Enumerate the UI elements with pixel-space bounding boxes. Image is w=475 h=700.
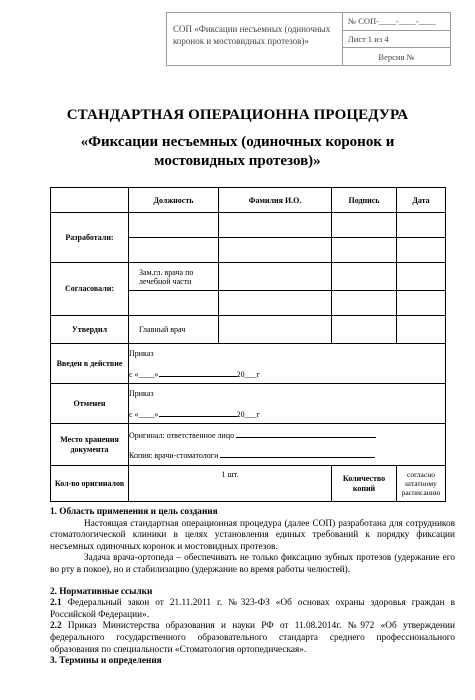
enacted-order-label: Приказ bbox=[129, 348, 154, 358]
cancelled-date-prefix: с «____» bbox=[129, 409, 159, 419]
agreed-position: Зам.гл. врача по лечебной части bbox=[129, 263, 219, 291]
enacted-date-year: 20___г bbox=[236, 369, 260, 379]
section-3-title: 3. Термины и определения bbox=[50, 656, 162, 667]
section-2-item-2 bbox=[50, 621, 455, 656]
page-subtitle: «Фиксации несъемных (одиночных коронок и мостовидных протезов)» bbox=[80, 134, 395, 169]
section-2-title: 2. Нормативные ссылки bbox=[50, 586, 153, 597]
col-position-header: Должность bbox=[129, 188, 219, 213]
section-2-item-2-number: 2.2 bbox=[50, 621, 62, 632]
page-title: СТАНДАРТНАЯ ОПЕРАЦИОННА ПРОЦЕДУРА bbox=[66, 107, 409, 123]
col-signature-header: Подпись bbox=[332, 188, 397, 213]
header-sop-number: № СОП-____-____-____ bbox=[343, 13, 450, 31]
agreed-label: Согласовали: bbox=[51, 263, 129, 316]
enacted-date-prefix: с «____» bbox=[129, 369, 159, 379]
table-row bbox=[51, 316, 446, 344]
section-1-title: 1. Область применения и цель создания bbox=[50, 507, 218, 517]
section-1-paragraph-1: Настоящая стандартная операционная процедура (далее СОП) разработана для сотрудников стоматологической клиники в целях установления единых требований к порядку фиксации несъемных одиночных коронок и мостовидных протезов. bbox=[50, 518, 455, 552]
table-row bbox=[51, 466, 446, 502]
document-header bbox=[166, 12, 451, 66]
copies-count-label: Количество копий bbox=[332, 466, 397, 502]
originals-count-label: Кол-во оригиналов bbox=[51, 466, 129, 502]
header-version: Версия № bbox=[378, 51, 415, 62]
section-2-item-1-text: Федеральный закон от 21.11.2011 г. №323-ФЗ «Об основах охраны здоровья граждан в Российской Федерации». bbox=[50, 598, 455, 620]
table-row bbox=[51, 384, 446, 424]
table-header-row bbox=[51, 188, 446, 213]
storage-label: Место хранения документа bbox=[51, 424, 129, 466]
cancelled-label: Отменен bbox=[51, 384, 129, 424]
header-meta bbox=[343, 13, 450, 65]
col-name-header: Фамилия И.О. bbox=[219, 188, 332, 213]
approved-position: Главный врач bbox=[129, 316, 219, 344]
table-row bbox=[51, 424, 446, 466]
developed-label: Разработали: bbox=[51, 213, 129, 263]
table-row bbox=[51, 263, 446, 291]
storage-cell bbox=[129, 424, 446, 466]
approval-table bbox=[50, 187, 446, 502]
originals-count: 1 шт. bbox=[129, 466, 332, 502]
section-1-paragraph-2: Задача врача-ортопеда – обеспечивать не только фиксацию зубных протезов (удержание его во рту в покое), но и стабилизацию (удержание во время работы челюстей). bbox=[50, 553, 455, 575]
header-doc-title: СОП «Фиксации несъемных (одиночных коронок и мостовидных протезов)» bbox=[167, 13, 343, 65]
table-row bbox=[51, 344, 446, 384]
document-body bbox=[50, 507, 455, 668]
approved-label: Утвердил bbox=[51, 316, 129, 344]
cancelled-order-label: Приказ bbox=[129, 388, 154, 398]
section-2-item-2-text: Приказ Министерства образования и науки РФ от 11.08.2014г. №972 «Об утверждении федерального государственного образовательного стандарта среднего профессионального образования по специальности «Стоматология ортопедическая». bbox=[50, 621, 455, 655]
cancelled-order-cell bbox=[129, 384, 446, 424]
storage-original: Оригинал: ответственное лицо bbox=[129, 430, 235, 440]
section-2-item-1-number: 2.1 bbox=[50, 598, 62, 609]
table-corner-cell bbox=[51, 188, 129, 213]
table-row bbox=[51, 213, 446, 238]
enacted-order-cell bbox=[129, 344, 446, 384]
cancelled-date-year: 20___г bbox=[236, 409, 260, 419]
storage-copy: Копия: врачи-стоматологи bbox=[129, 450, 219, 460]
section-2-item-1 bbox=[50, 598, 455, 621]
copies-count: согласно штатному расписанию bbox=[397, 466, 446, 502]
header-sheet: Лист 1 из 4 bbox=[343, 31, 450, 49]
enacted-label: Введен в действие bbox=[51, 344, 129, 384]
col-date-header: Дата bbox=[397, 188, 446, 213]
